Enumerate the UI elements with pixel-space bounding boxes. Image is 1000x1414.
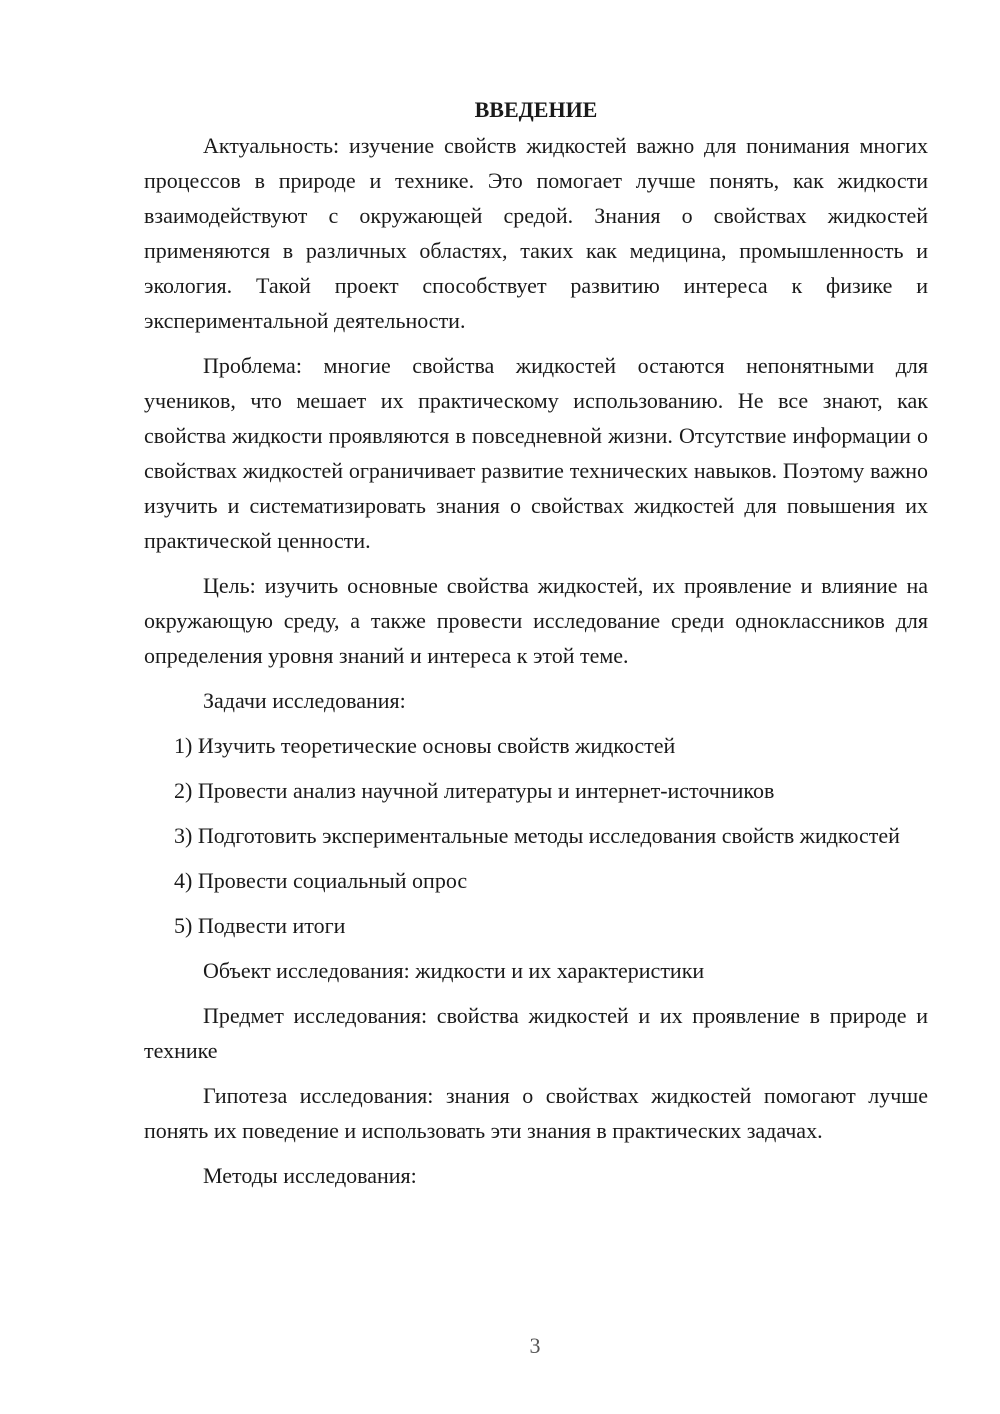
task-item-5: 5) Подвести итоги bbox=[174, 913, 346, 938]
goal-paragraph: Цель: изучить основные свойства жидкостей, их проявление и влияние на окружающую среду, а также провести исследование среди одноклассников для определения уровня знаний и интереса к этой теме. bbox=[144, 573, 928, 668]
task-item-4: 4) Провести социальный опрос bbox=[174, 868, 468, 893]
page-number: 3 bbox=[529, 1333, 541, 1358]
task-item-2: 2) Провести анализ научной литературы и интернет-источников bbox=[174, 778, 775, 803]
document-page bbox=[144, 92, 928, 1203]
task-item-3: 3) Подготовить экспериментальные методы исследования свойств жидкостей bbox=[174, 823, 900, 848]
methods-heading: Методы исследования: bbox=[203, 1163, 417, 1188]
problem-paragraph: Проблема: многие свойства жидкостей остаются непонятными для учеников, что мешает их практическому использованию. Не все знают, как свойства жидкости проявляются в повседневной жизни. Отсутствие информации о свойствах жидкостей ограничивает развитие технических навыков. Поэтому важно изучить и систематизировать знания о свойствах жидкостей для повышения их практической ценности. bbox=[144, 353, 928, 553]
tasks-heading: Задачи исследования: bbox=[203, 688, 406, 713]
subject-paragraph: Предмет исследования: свойства жидкостей и их проявление в природе и технике bbox=[144, 1003, 928, 1063]
section-title: ВВЕДЕНИЕ bbox=[474, 97, 598, 122]
relevance-paragraph: Актуальность: изучение свойств жидкостей важно для понимания многих процессов в природе и технике. Это помогает лучше понять, как жидкости взаимодействуют с окружающей средой. Знания о свойствах жидкостей применяются в различных областях, таких как медицина, промышленность и экология. Такой проект способствует развитию интереса к физике и экспериментальной деятельности. bbox=[144, 133, 928, 333]
hypothesis-paragraph: Гипотеза исследования: знания о свойствах жидкостей помогают лучше понять их поведение и использовать эти знания в практических задачах. bbox=[144, 1083, 928, 1143]
object-paragraph: Объект исследования: жидкости и их характеристики bbox=[203, 958, 705, 983]
task-item-1: 1) Изучить теоретические основы свойств жидкостей bbox=[174, 733, 676, 758]
